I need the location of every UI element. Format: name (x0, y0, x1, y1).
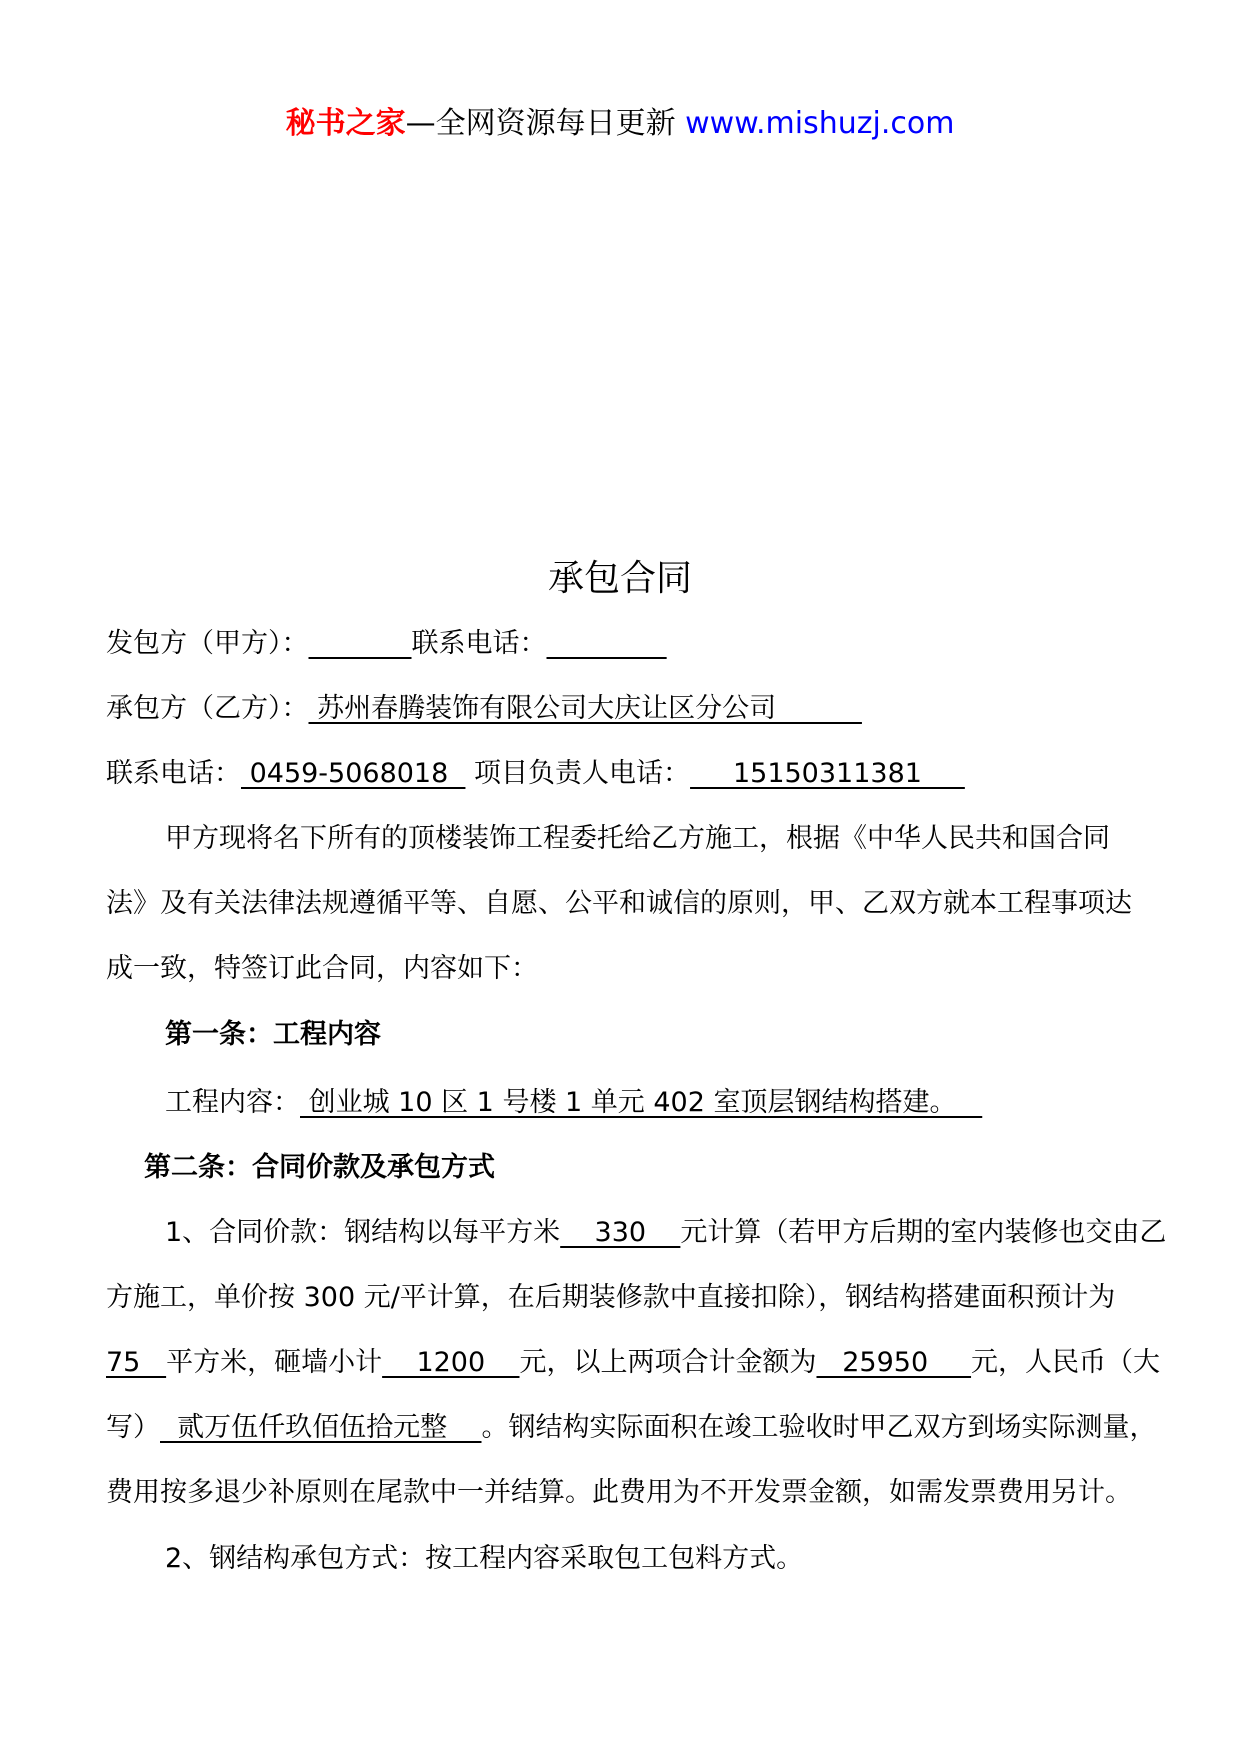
article-1-label: 工程内容： (165, 1087, 300, 1118)
manager-phone: 15150311381 (690, 758, 965, 789)
article-2-heading: 第二条：合同价款及承包方式 (144, 1152, 495, 1183)
price-text-2: 元计算（若甲方后期的室内装修也交由乙 (680, 1217, 1167, 1248)
party-a-phone-blank (547, 628, 667, 659)
price-line-5: 费用按多退少补原则在尾款中一并结算。此费用为不开发票金额，如需发票费用另计。 (106, 1477, 1132, 1508)
document-title: 承包合同 (547, 558, 692, 599)
banner-brand: 秘书之家 (285, 106, 406, 141)
party-a-label: 发包方（甲方）： (106, 628, 309, 659)
measure-text: 。钢结构实际面积在竣工验收时甲乙双方到场实际测量， (481, 1412, 1157, 1443)
intro-line-2: 法》及有关法律法规遵循平等、自愿、公平和诚信的原则，甲、乙双方就本工程事项达 (106, 888, 1132, 919)
price-line-1 (165, 1215, 1167, 1251)
contact-line (106, 756, 1146, 792)
amount-in-words: 贰万伍仟玖佰伍拾元整 (160, 1412, 482, 1443)
party-b-line (106, 691, 1146, 727)
contract-method-line: 2、钢结构承包方式：按工程内容采取包工包料方式。 (165, 1543, 804, 1574)
article-1-content-line (165, 1085, 1145, 1121)
intro-line-3: 成一致，特签订此合同，内容如下： (106, 953, 538, 984)
article-1-heading: 第一条：工程内容 (165, 1019, 381, 1050)
banner-tagline: —全网资源每日更新 (405, 106, 686, 141)
price-line-2: 方施工，单价按 300 元/平计算，在后期装修款中直接扣除），钢结构搭建面积预计为 (106, 1282, 1116, 1313)
intro-line-1: 甲方现将名下所有的顶楼装饰工程委托给乙方施工，根据《中华人民共和国合同 (165, 823, 1110, 854)
party-b-name: 苏州春腾装饰有限公司大庆让区分公司 (308, 693, 862, 724)
manager-phone-label: 项目负责人电话： (465, 758, 691, 789)
banner-url[interactable]: www.mishuzj.com (685, 106, 955, 141)
unit-price: 330 (560, 1217, 681, 1248)
article-1-content: 创业城 10 区 1 号楼 1 单元 402 室顶层钢结构搭建。 (300, 1087, 983, 1118)
area-value: 75 (106, 1347, 167, 1378)
contact-phone-label: 联系电话： (106, 758, 241, 789)
wall-subtotal: 1200 (382, 1347, 520, 1378)
party-a-phone-label: 联系电话： (411, 628, 547, 659)
party-a-name-blank (309, 628, 412, 659)
party-b-label: 承包方（乙方）： (106, 693, 309, 724)
price-line-4 (106, 1410, 1157, 1446)
total-amount: 25950 (816, 1347, 972, 1378)
rmb-text: 元，人民币（大 (971, 1347, 1161, 1378)
site-banner (0, 104, 1240, 144)
area-text: 平方米，砸墙小计 (166, 1347, 383, 1378)
party-a-line (106, 626, 1146, 662)
price-text: 1、合同价款：钢结构以每平方米 (165, 1217, 561, 1248)
total-text: 元，以上两项合计金额为 (519, 1347, 817, 1378)
contact-phone: 0459-5068018 (241, 758, 466, 789)
capital-label: 写） (106, 1412, 160, 1443)
price-line-3 (106, 1345, 1161, 1381)
